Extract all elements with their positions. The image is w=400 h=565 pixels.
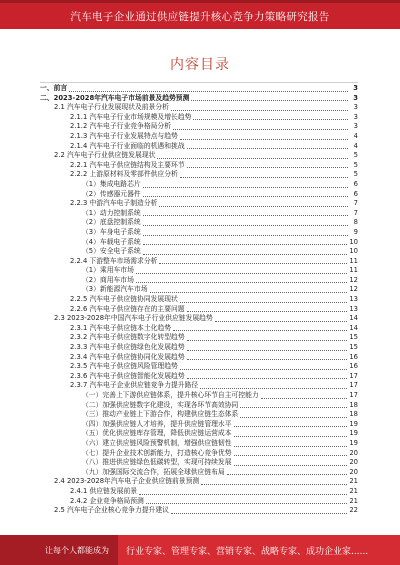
footer-roles-box <box>118 535 400 565</box>
toc-entry-page: 19 <box>349 419 358 428</box>
toc-entry-page: 18 <box>349 410 358 419</box>
toc-entry-page: 21 <box>349 496 358 505</box>
toc-entry-page: 7 <box>353 208 358 217</box>
toc-entry-title: 2.2.3 中游汽车电子制造分析 <box>70 199 158 208</box>
toc-leader-dots <box>187 311 348 312</box>
toc-leader-dots <box>157 158 348 159</box>
toc-entry[interactable] <box>40 372 358 382</box>
toc-entry-title: （九）加强国际交流合作，拓展全球供应链布局 <box>82 467 225 476</box>
toc-entry[interactable] <box>40 122 358 132</box>
toc-leader-dots <box>187 378 348 379</box>
toc-entry-page: 19 <box>349 429 358 438</box>
toc-entry[interactable] <box>40 295 358 305</box>
toc-entry[interactable] <box>40 468 358 478</box>
toc-entry-page: 11 <box>349 256 358 265</box>
toc-entry-title: （3）新能源汽车市场 <box>82 285 148 294</box>
toc-entry-title: 2.2.2 上游原材料及零部件供应分析 <box>70 170 178 179</box>
toc-entry[interactable] <box>40 343 358 353</box>
toc-leader-dots <box>159 263 347 264</box>
toc-leader-dots <box>187 359 348 360</box>
toc-entry-page: 16 <box>349 352 358 361</box>
toc-entry[interactable] <box>40 94 358 104</box>
toc-entry[interactable] <box>40 449 358 459</box>
toc-entry-page: 5 <box>353 151 358 160</box>
toc-entry-title: 2.1.2 汽车电子行业竞争格局分析 <box>70 122 172 131</box>
toc-entry-page: 17 <box>349 371 358 380</box>
toc-entry-title: 2.2.6 汽车电子供应链存在的主要问题 <box>70 304 185 313</box>
toc-entry-title: 2.4 2023-2028年汽车电子企业供应链前景预测 <box>54 477 200 486</box>
toc-entry-title: 2.1.4 汽车电子行业面临的机遇和挑战 <box>70 141 185 150</box>
toc-entry-page: 15 <box>349 333 358 342</box>
toc-entry-page: 6 <box>353 189 358 198</box>
toc-entry-title: （三）推动产业链上下游合作，构建供应链生态体系 <box>82 410 239 419</box>
toc-entry[interactable] <box>40 487 358 497</box>
toc-entry-page: 16 <box>349 362 358 371</box>
toc-entry-title: 2.3.1 汽车电子供应链本土化趋势 <box>70 323 172 332</box>
toc-leader-dots <box>187 167 348 168</box>
toc-entry-title: （一）完善上下游供应链体系，提升核心环节自主可控能力 <box>82 391 259 399</box>
toc-entry[interactable] <box>40 84 358 94</box>
toc-entry[interactable] <box>40 324 358 334</box>
toc-entry-title: （六）建立供应链风险预警机制，增强供应链韧性 <box>82 438 232 447</box>
toc-entry-title: 2.3.3 汽车电子供应链绿色化发展趋势 <box>70 343 185 352</box>
toc-leader-dots <box>146 503 348 504</box>
toc-entry-page: 3 <box>353 93 358 102</box>
toc-leader-dots <box>234 446 348 447</box>
toc-entry[interactable] <box>40 266 358 276</box>
toc-leader-dots <box>171 513 347 514</box>
toc-entry-title: 2.2.5 汽车电子供应链协同发展现状 <box>70 295 178 304</box>
toc-leader-dots <box>215 321 348 322</box>
toc-leader-dots <box>187 350 348 351</box>
toc-entry-page: 15 <box>349 343 358 352</box>
toc-leader-dots <box>187 148 348 149</box>
report-title: 汽车电子企业通过供应链提升核心竞争力策略研究报告 <box>70 10 330 23</box>
toc-leader-dots <box>139 494 347 495</box>
toc-entry[interactable] <box>40 420 358 430</box>
toc-entry[interactable] <box>40 362 358 372</box>
toc-entry[interactable] <box>40 190 358 200</box>
toc-entry-page: 5 <box>353 170 358 179</box>
toc-entry[interactable] <box>40 151 358 161</box>
toc-entry-title: （2）商用车市场 <box>82 275 134 284</box>
toc-leader-dots <box>136 282 347 283</box>
toc-leader-dots <box>143 196 348 197</box>
toc-entry-page: 6 <box>353 179 358 188</box>
toc-entry-title: （八）推进供应链绿色低碳转型，实现可持续发展 <box>82 458 232 467</box>
toc-entry-page: 20 <box>349 448 358 457</box>
toc-entry-page: 17 <box>349 381 358 390</box>
toc-entry-title: （1）乘用车市场 <box>82 266 134 275</box>
toc-entry[interactable] <box>40 209 358 219</box>
toc-leader-dots <box>143 215 348 216</box>
footer-roles: 行业专家、管理专家、营销专家、战略专家、成功企业家...... <box>126 546 369 557</box>
toc-entry[interactable] <box>40 238 358 248</box>
toc-leader-dots <box>69 91 348 92</box>
toc-entry-page: 19 <box>349 438 358 447</box>
toc-leader-dots <box>234 436 348 437</box>
toc-entry[interactable] <box>40 391 358 401</box>
toc-entry-title: 2.3.7 汽车电子企业供应链竞争力提升路径 <box>70 381 199 390</box>
toc-entry[interactable] <box>40 199 358 209</box>
toc-entry-title: 2.2.4 下游整车市场需求分析 <box>70 256 158 265</box>
toc-leader-dots <box>180 369 348 370</box>
toc-entry[interactable] <box>40 439 358 449</box>
toc-entry-page: 3 <box>353 122 358 131</box>
toc-entry-page: 3 <box>353 112 358 121</box>
toc-entry-page: 12 <box>349 285 358 294</box>
toc-entry-page: 21 <box>349 486 358 495</box>
toc-entry[interactable] <box>40 142 358 152</box>
toc-entry-page: 10 <box>349 237 358 246</box>
toc-entry-page: 3 <box>353 103 358 112</box>
toc-leader-dots <box>193 119 348 120</box>
report-header <box>0 0 400 29</box>
toc-entry-title: （二）加强供应链数字化建设，实现各环节高效协同 <box>82 400 239 409</box>
toc-entry-title: 二、2023-2028年汽车电子市场前景及趋势预测 <box>40 93 190 102</box>
toc-entry[interactable] <box>40 381 358 391</box>
toc-entry[interactable] <box>40 333 358 343</box>
toc-entry[interactable] <box>40 497 358 507</box>
toc-leader-dots <box>136 273 347 274</box>
toc-heading: 内容目录 <box>170 57 230 73</box>
toc-entry[interactable] <box>40 458 358 468</box>
toc-entry-title: （1）集成电路芯片 <box>82 179 141 188</box>
toc-entry-title: （1）动力控制系统 <box>82 208 141 217</box>
toc-entry-title: 2.3.2 汽车电子供应链数字化转型趋势 <box>70 333 185 342</box>
toc-entry[interactable] <box>40 132 358 142</box>
toc-entry-page: 4 <box>353 131 358 140</box>
toc-entry-page: 22 <box>349 506 358 515</box>
toc-entry-page: 17 <box>349 391 358 399</box>
toc-entry-page: 14 <box>349 323 358 332</box>
toc-leader-dots <box>234 465 348 466</box>
toc-entry-page: 18 <box>349 400 358 409</box>
toc-leader-dots <box>143 244 348 245</box>
toc-leader-dots <box>143 187 348 188</box>
toc-entry-page: 4 <box>353 141 358 150</box>
toc-leader-dots <box>191 100 348 101</box>
toc-entry-title: （3）车身电子系统 <box>82 227 141 236</box>
toc-entry-page: 14 <box>349 314 358 323</box>
toc-entry-title: 2.4.2 企业竞争格局预测 <box>70 496 144 505</box>
toc-entry-title: 一、前言 <box>40 84 68 92</box>
toc-entry-page: 5 <box>353 160 358 169</box>
toc-leader-dots <box>143 235 348 236</box>
toc-entry-page: 13 <box>349 304 358 313</box>
toc-leader-dots <box>200 388 347 389</box>
toc-entry-title: 2.2.1 汽车电子供应链结构及主要环节 <box>70 160 185 169</box>
toc-leader-dots <box>240 407 347 408</box>
toc-entry-page: 3 <box>353 84 358 92</box>
toc-entry[interactable] <box>40 477 358 487</box>
toc-leader-dots <box>227 474 348 475</box>
toc-entry[interactable] <box>40 218 358 228</box>
toc-entry-title: 2.3.5 汽车电子供应链风险管理趋势 <box>70 362 178 371</box>
toc-entry-title: （四）加强供应链人才培养，提升供应链管理水平 <box>82 419 232 428</box>
toc-entry-title: （2）传感器元器件 <box>82 189 141 198</box>
toc-leader-dots <box>173 330 347 331</box>
toc-entry-title: 2.4.1 供应链发展前景 <box>70 486 138 495</box>
toc-entry-page: 10 <box>349 247 358 256</box>
toc-entry-page: 20 <box>349 467 358 476</box>
toc-entry[interactable] <box>40 429 358 439</box>
toc-leader-dots <box>159 206 348 207</box>
toc-entry[interactable] <box>40 305 358 315</box>
toc-entry-title: 2.3 2023-2028年中国汽车电子行业供应链发展趋势 <box>54 314 213 323</box>
toc-entry[interactable] <box>40 103 358 113</box>
toc-entry-title: （五）优化供应链库存管理，降低供应链运营成本 <box>82 429 232 438</box>
toc-leader-dots <box>234 426 348 427</box>
toc-entry-title: （4）车载电子系统 <box>82 237 141 246</box>
toc-entry-page: 21 <box>349 477 358 486</box>
toc-entry[interactable] <box>40 257 358 267</box>
toc-entry-page: 13 <box>349 295 358 304</box>
toc-entry-page: 7 <box>353 199 358 208</box>
toc-leader-dots <box>180 139 348 140</box>
toc-leader-dots <box>143 225 348 226</box>
toc-leader-dots <box>180 302 348 303</box>
toc-entry-title: 2.1.1 汽车电子行业市场规模及增长趋势 <box>70 112 192 121</box>
toc-leader-dots <box>173 129 348 130</box>
toc-entry[interactable] <box>40 180 358 190</box>
toc-entry-title: 2.3.6 汽车电子供应链智能化发展趋势 <box>70 371 185 380</box>
toc-leader-dots <box>150 292 348 293</box>
toc-entry-page: 12 <box>349 275 358 284</box>
toc-entry-page: 9 <box>353 227 358 236</box>
toc-entry[interactable] <box>40 228 358 238</box>
footer-slogan: 让每个人都能成为 <box>45 545 109 555</box>
toc-entry-page: 11 <box>349 266 358 275</box>
footer-banner <box>0 535 400 565</box>
toc-entry[interactable] <box>40 410 358 420</box>
toc-entry-title: （七）提升企业技术创新能力，打造核心竞争优势 <box>82 448 232 457</box>
toc-entry[interactable] <box>40 247 358 257</box>
toc-entry-title: （5）安全电子系统 <box>82 247 141 256</box>
toc-leader-dots <box>187 340 348 341</box>
toc-entry[interactable] <box>40 401 358 411</box>
toc-leader-dots <box>240 417 347 418</box>
toc-entry[interactable] <box>40 113 358 123</box>
toc-entry-title: 2.3.4 汽车电子供应链协同化发展趋势 <box>70 352 185 361</box>
toc-entry-title: （2）底盘控制系统 <box>82 218 141 227</box>
toc-leader-dots <box>261 398 348 399</box>
toc-leader-dots <box>234 455 348 456</box>
toc-leader-dots <box>171 110 348 111</box>
toc-entry[interactable] <box>40 285 358 295</box>
toc-entry-title: 2.2 汽车电子行业供应链发展现状 <box>54 151 156 160</box>
toc-entry[interactable] <box>40 506 358 516</box>
toc-divider <box>40 82 358 83</box>
toc-entry-title: 2.1 汽车电子行业发展现状及前景分析 <box>54 103 169 112</box>
toc-leader-dots <box>143 254 348 255</box>
table-of-contents <box>40 84 358 516</box>
toc-entry[interactable] <box>40 170 358 180</box>
toc-leader-dots <box>201 484 347 485</box>
toc-entry-page: 20 <box>349 458 358 467</box>
toc-entry-page: 8 <box>353 218 358 227</box>
toc-entry[interactable] <box>40 314 358 324</box>
toc-entry-title: 2.5 汽车电子企业核心竞争力提升建议 <box>54 506 169 515</box>
toc-leader-dots <box>180 177 348 178</box>
toc-entry[interactable] <box>40 161 358 171</box>
toc-entry[interactable] <box>40 353 358 363</box>
toc-entry-title: 2.1.3 汽车电子行业发展特点与趋势 <box>70 131 178 140</box>
